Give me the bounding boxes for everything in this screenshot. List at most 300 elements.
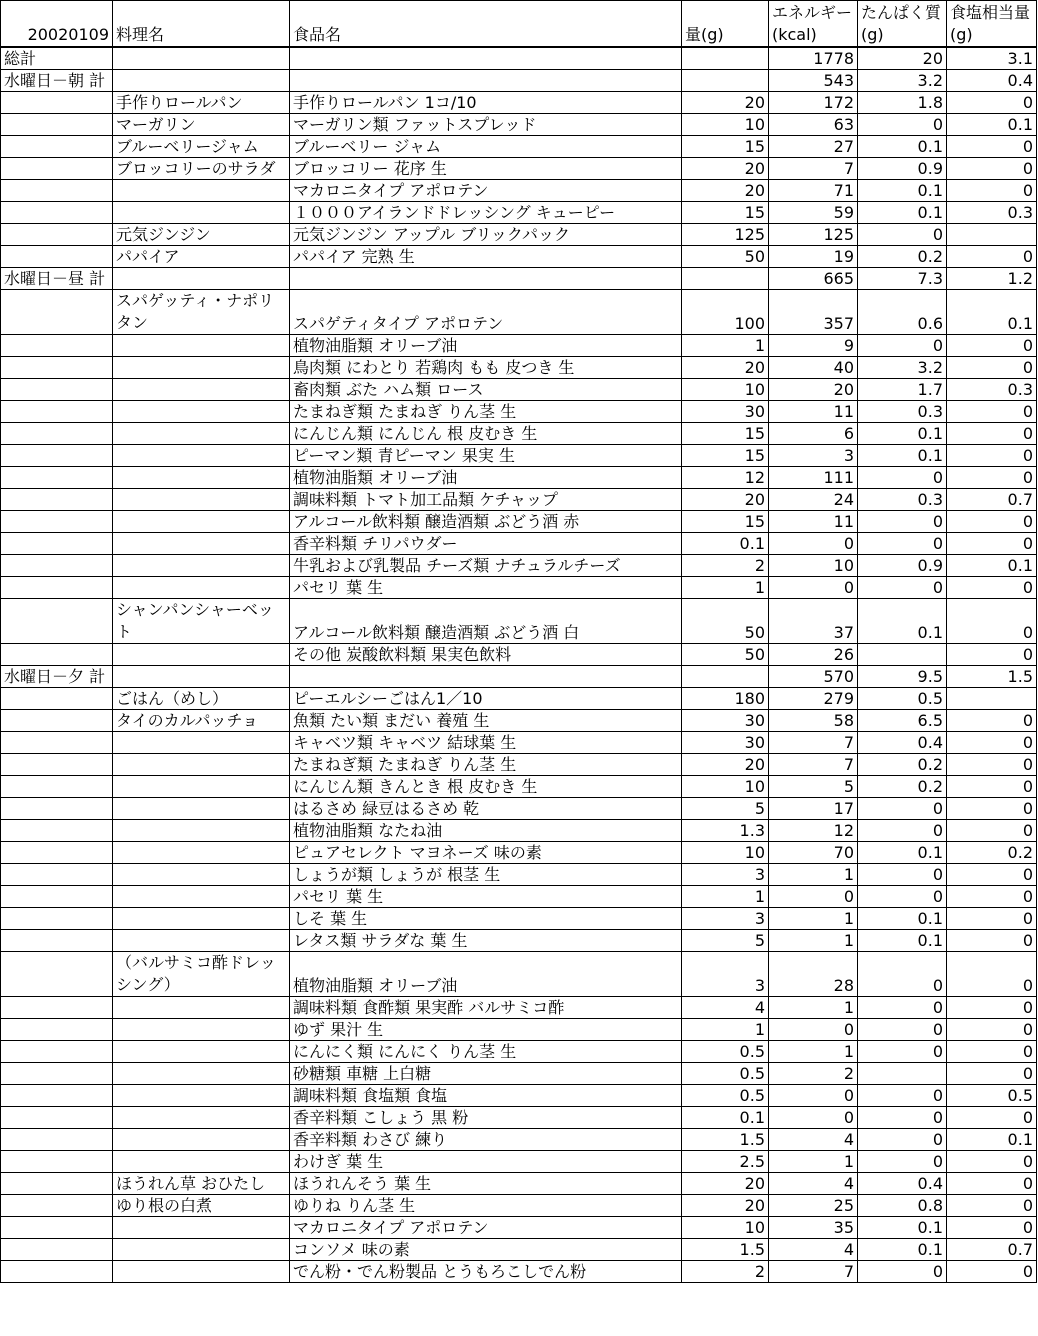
label-cell[interactable] (1, 511, 113, 533)
protein-cell[interactable]: 1.7 (858, 379, 947, 401)
dish-cell[interactable] (113, 533, 290, 555)
salt-cell[interactable]: 0.3 (947, 202, 1037, 224)
dish-cell[interactable]: ゆり根の白煮 (113, 1195, 290, 1217)
amount-cell[interactable]: 20 (682, 158, 769, 180)
dish-cell[interactable] (113, 202, 290, 224)
salt-cell[interactable]: 0 (947, 577, 1037, 599)
energy-cell[interactable]: 5 (769, 776, 858, 798)
label-cell[interactable] (1, 533, 113, 555)
protein-cell[interactable]: 0.1 (858, 842, 947, 864)
salt-cell[interactable]: 0.2 (947, 842, 1037, 864)
amount-cell[interactable]: 15 (682, 445, 769, 467)
label-cell[interactable] (1, 489, 113, 511)
label-cell[interactable] (1, 864, 113, 886)
amount-cell[interactable]: 0.1 (682, 1107, 769, 1129)
amount-cell[interactable]: 2 (682, 1261, 769, 1283)
dish-cell[interactable] (113, 776, 290, 798)
energy-cell[interactable]: 1 (769, 997, 858, 1019)
amount-cell[interactable]: 15 (682, 423, 769, 445)
amount-cell[interactable]: 1 (682, 577, 769, 599)
amount-cell[interactable]: 1 (682, 886, 769, 908)
food-cell[interactable]: 植物油脂類 オリーブ油 (290, 467, 682, 489)
protein-cell[interactable]: 6.5 (858, 710, 947, 732)
amount-cell[interactable]: 10 (682, 842, 769, 864)
amount-cell[interactable]: 2.5 (682, 1151, 769, 1173)
amount-cell[interactable]: 20 (682, 357, 769, 379)
label-cell[interactable] (1, 952, 113, 997)
energy-cell[interactable]: 20 (769, 379, 858, 401)
food-cell[interactable]: その他 炭酸飲料類 果実色飲料 (290, 644, 682, 666)
energy-cell[interactable]: 28 (769, 952, 858, 997)
salt-cell[interactable]: 0 (947, 357, 1037, 379)
energy-cell[interactable]: 0 (769, 1107, 858, 1129)
label-cell[interactable] (1, 908, 113, 930)
protein-cell[interactable]: 0.1 (858, 930, 947, 952)
amount-cell[interactable]: 4 (682, 997, 769, 1019)
dish-cell[interactable] (113, 886, 290, 908)
energy-cell[interactable]: 7 (769, 732, 858, 754)
amount-cell[interactable]: 20 (682, 1195, 769, 1217)
food-cell[interactable]: マーガリン類 ファットスプレッド (290, 114, 682, 136)
label-cell[interactable] (1, 930, 113, 952)
label-cell[interactable] (1, 1085, 113, 1107)
protein-cell[interactable]: 0 (858, 1261, 947, 1283)
protein-cell[interactable]: 0.2 (858, 754, 947, 776)
food-cell[interactable]: ブロッコリー 花序 生 (290, 158, 682, 180)
label-cell[interactable] (1, 1239, 113, 1261)
amount-cell[interactable]: 2 (682, 555, 769, 577)
dish-cell[interactable] (113, 401, 290, 423)
dish-cell[interactable] (113, 555, 290, 577)
label-cell[interactable] (1, 776, 113, 798)
dish-cell[interactable]: パパイア (113, 246, 290, 268)
food-cell[interactable]: 畜肉類 ぶた ハム類 ロース (290, 379, 682, 401)
salt-cell[interactable]: 0.7 (947, 1239, 1037, 1261)
energy-cell[interactable]: 11 (769, 511, 858, 533)
label-cell[interactable] (1, 644, 113, 666)
salt-cell[interactable]: 0 (947, 776, 1037, 798)
salt-cell[interactable]: 0 (947, 158, 1037, 180)
protein-cell[interactable]: 0.1 (858, 445, 947, 467)
food-cell[interactable]: 調味料類 トマト加工品類 ケチャップ (290, 489, 682, 511)
label-cell[interactable]: 水曜日－夕 計 (1, 666, 113, 688)
dish-cell[interactable] (113, 666, 290, 688)
food-cell[interactable]: 香辛料類 こしょう 黒 粉 (290, 1107, 682, 1129)
amount-cell[interactable]: 15 (682, 511, 769, 533)
header-energy-cell[interactable]: エネルギー(kcal) (769, 1, 858, 48)
food-cell[interactable]: はるさめ 緑豆はるさめ 乾 (290, 798, 682, 820)
amount-cell[interactable]: 0.5 (682, 1085, 769, 1107)
dish-cell[interactable]: スパゲッティ・ナポリタン (113, 290, 290, 335)
protein-cell[interactable]: 0.2 (858, 246, 947, 268)
protein-cell[interactable]: 0 (858, 533, 947, 555)
amount-cell[interactable]: 3 (682, 864, 769, 886)
food-cell[interactable]: 鳥肉類 にわとり 若鶏肉 もも 皮つき 生 (290, 357, 682, 379)
food-cell[interactable]: わけぎ 葉 生 (290, 1151, 682, 1173)
energy-cell[interactable]: 35 (769, 1217, 858, 1239)
dish-cell[interactable] (113, 268, 290, 290)
amount-cell[interactable]: 30 (682, 732, 769, 754)
food-cell[interactable]: 植物油脂類 なたね油 (290, 820, 682, 842)
salt-cell[interactable]: 0 (947, 952, 1037, 997)
energy-cell[interactable]: 1778 (769, 47, 858, 70)
food-cell[interactable]: スパゲティタイプ アポロテン (290, 290, 682, 335)
food-cell[interactable]: にんにく類 にんにく りん茎 生 (290, 1041, 682, 1063)
energy-cell[interactable]: 0 (769, 1085, 858, 1107)
protein-cell[interactable]: 3.2 (858, 70, 947, 92)
dish-cell[interactable] (113, 335, 290, 357)
protein-cell[interactable]: 0.1 (858, 423, 947, 445)
energy-cell[interactable]: 26 (769, 644, 858, 666)
label-cell[interactable] (1, 335, 113, 357)
protein-cell[interactable]: 0.1 (858, 1239, 947, 1261)
dish-cell[interactable] (113, 47, 290, 70)
dish-cell[interactable]: 元気ジンジン (113, 224, 290, 246)
amount-cell[interactable]: 0.5 (682, 1063, 769, 1085)
protein-cell[interactable]: 0 (858, 798, 947, 820)
salt-cell[interactable]: 0 (947, 732, 1037, 754)
energy-cell[interactable]: 37 (769, 599, 858, 644)
food-cell[interactable]: しょうが類 しょうが 根茎 生 (290, 864, 682, 886)
energy-cell[interactable]: 17 (769, 798, 858, 820)
label-cell[interactable]: 水曜日－昼 計 (1, 268, 113, 290)
energy-cell[interactable]: 279 (769, 688, 858, 710)
energy-cell[interactable]: 570 (769, 666, 858, 688)
protein-cell[interactable]: 0 (858, 820, 947, 842)
amount-cell[interactable] (682, 666, 769, 688)
amount-cell[interactable] (682, 268, 769, 290)
amount-cell[interactable]: 3 (682, 908, 769, 930)
salt-cell[interactable]: 0 (947, 1261, 1037, 1283)
amount-cell[interactable]: 180 (682, 688, 769, 710)
salt-cell[interactable]: 0 (947, 886, 1037, 908)
label-cell[interactable] (1, 290, 113, 335)
label-cell[interactable] (1, 710, 113, 732)
label-cell[interactable] (1, 379, 113, 401)
energy-cell[interactable]: 1 (769, 1151, 858, 1173)
label-cell[interactable] (1, 423, 113, 445)
amount-cell[interactable]: 125 (682, 224, 769, 246)
salt-cell[interactable]: 0 (947, 92, 1037, 114)
dish-cell[interactable] (113, 1041, 290, 1063)
protein-cell[interactable]: 0 (858, 864, 947, 886)
salt-cell[interactable]: 0 (947, 1063, 1037, 1085)
header-dish-cell[interactable]: 料理名 (113, 1, 290, 48)
label-cell[interactable] (1, 1195, 113, 1217)
dish-cell[interactable] (113, 1063, 290, 1085)
salt-cell[interactable]: 0 (947, 423, 1037, 445)
dish-cell[interactable]: ブルーベリージャム (113, 136, 290, 158)
salt-cell[interactable]: 0 (947, 1151, 1037, 1173)
energy-cell[interactable]: 59 (769, 202, 858, 224)
amount-cell[interactable]: 5 (682, 798, 769, 820)
food-cell[interactable]: アルコール飲料類 醸造酒類 ぶどう酒 白 (290, 599, 682, 644)
amount-cell[interactable]: 0.5 (682, 1041, 769, 1063)
energy-cell[interactable]: 0 (769, 1019, 858, 1041)
protein-cell[interactable]: 0 (858, 1041, 947, 1063)
dish-cell[interactable]: ブロッコリーのサラダ (113, 158, 290, 180)
dish-cell[interactable] (113, 70, 290, 92)
dish-cell[interactable] (113, 732, 290, 754)
label-cell[interactable] (1, 732, 113, 754)
amount-cell[interactable]: 1.5 (682, 1239, 769, 1261)
food-cell[interactable]: レタス類 サラダな 葉 生 (290, 930, 682, 952)
energy-cell[interactable]: 0 (769, 886, 858, 908)
salt-cell[interactable]: 0 (947, 467, 1037, 489)
salt-cell[interactable]: 0 (947, 1217, 1037, 1239)
energy-cell[interactable]: 19 (769, 246, 858, 268)
dish-cell[interactable] (113, 1151, 290, 1173)
protein-cell[interactable]: 20 (858, 47, 947, 70)
salt-cell[interactable] (947, 224, 1037, 246)
protein-cell[interactable]: 7.3 (858, 268, 947, 290)
salt-cell[interactable]: 0 (947, 401, 1037, 423)
label-cell[interactable] (1, 820, 113, 842)
food-cell[interactable]: パパイア 完熟 生 (290, 246, 682, 268)
label-cell[interactable] (1, 688, 113, 710)
protein-cell[interactable]: 0.4 (858, 732, 947, 754)
energy-cell[interactable]: 125 (769, 224, 858, 246)
salt-cell[interactable]: 0 (947, 754, 1037, 776)
dish-cell[interactable] (113, 1239, 290, 1261)
salt-cell[interactable]: 0 (947, 246, 1037, 268)
protein-cell[interactable]: 0.9 (858, 158, 947, 180)
label-cell[interactable] (1, 401, 113, 423)
energy-cell[interactable]: 357 (769, 290, 858, 335)
salt-cell[interactable] (947, 688, 1037, 710)
salt-cell[interactable]: 0 (947, 136, 1037, 158)
protein-cell[interactable] (858, 644, 947, 666)
food-cell[interactable]: でん粉・でん粉製品 とうもろこしでん粉 (290, 1261, 682, 1283)
energy-cell[interactable]: 70 (769, 842, 858, 864)
energy-cell[interactable]: 665 (769, 268, 858, 290)
protein-cell[interactable]: 0 (858, 1019, 947, 1041)
energy-cell[interactable]: 111 (769, 467, 858, 489)
dish-cell[interactable] (113, 1107, 290, 1129)
food-cell[interactable]: ピーエルシーごはん1／10 (290, 688, 682, 710)
salt-cell[interactable]: 1.2 (947, 268, 1037, 290)
header-food-cell[interactable]: 食品名 (290, 1, 682, 48)
amount-cell[interactable]: 5 (682, 930, 769, 952)
dish-cell[interactable]: （バルサミコ酢ドレッシング） (113, 952, 290, 997)
label-cell[interactable] (1, 445, 113, 467)
protein-cell[interactable]: 0 (858, 997, 947, 1019)
dish-cell[interactable] (113, 1085, 290, 1107)
energy-cell[interactable]: 6 (769, 423, 858, 445)
dish-cell[interactable]: タイのカルパッチョ (113, 710, 290, 732)
protein-cell[interactable]: 1.8 (858, 92, 947, 114)
dish-cell[interactable] (113, 842, 290, 864)
energy-cell[interactable]: 7 (769, 1261, 858, 1283)
dish-cell[interactable] (113, 930, 290, 952)
protein-cell[interactable]: 0.5 (858, 688, 947, 710)
food-cell[interactable] (290, 70, 682, 92)
salt-cell[interactable]: 0 (947, 644, 1037, 666)
amount-cell[interactable]: 1.3 (682, 820, 769, 842)
label-cell[interactable] (1, 1261, 113, 1283)
label-cell[interactable] (1, 1019, 113, 1041)
food-cell[interactable]: 調味料類 食塩類 食塩 (290, 1085, 682, 1107)
label-cell[interactable] (1, 798, 113, 820)
salt-cell[interactable]: 0.7 (947, 489, 1037, 511)
food-cell[interactable]: 牛乳および乳製品 チーズ類 ナチュラルチーズ (290, 555, 682, 577)
food-cell[interactable]: にんじん類 きんとき 根 皮むき 生 (290, 776, 682, 798)
food-cell[interactable]: 元気ジンジン アップル ブリックパック (290, 224, 682, 246)
protein-cell[interactable]: 0.6 (858, 290, 947, 335)
label-cell[interactable] (1, 1063, 113, 1085)
energy-cell[interactable]: 10 (769, 555, 858, 577)
food-cell[interactable]: ゆず 果汁 生 (290, 1019, 682, 1041)
amount-cell[interactable]: 10 (682, 379, 769, 401)
label-cell[interactable] (1, 1107, 113, 1129)
food-cell[interactable]: 手作りロールパン 1コ/10 (290, 92, 682, 114)
amount-cell[interactable]: 30 (682, 401, 769, 423)
salt-cell[interactable]: 0 (947, 820, 1037, 842)
label-cell[interactable] (1, 1041, 113, 1063)
salt-cell[interactable]: 0.1 (947, 1129, 1037, 1151)
food-cell[interactable]: パセリ 葉 生 (290, 577, 682, 599)
amount-cell[interactable]: 1.5 (682, 1129, 769, 1151)
amount-cell[interactable] (682, 47, 769, 70)
food-cell[interactable]: キャベツ類 キャベツ 結球葉 生 (290, 732, 682, 754)
protein-cell[interactable]: 9.5 (858, 666, 947, 688)
energy-cell[interactable]: 1 (769, 864, 858, 886)
label-cell[interactable] (1, 246, 113, 268)
food-cell[interactable]: マカロニタイプ アポロテン (290, 1217, 682, 1239)
energy-cell[interactable]: 1 (769, 908, 858, 930)
salt-cell[interactable]: 0 (947, 1107, 1037, 1129)
salt-cell[interactable]: 0.1 (947, 290, 1037, 335)
header-salt-cell[interactable]: 食塩相当量(g) (947, 1, 1037, 48)
salt-cell[interactable]: 0 (947, 1041, 1037, 1063)
salt-cell[interactable]: 0 (947, 533, 1037, 555)
label-cell[interactable] (1, 1151, 113, 1173)
protein-cell[interactable]: 0.1 (858, 908, 947, 930)
protein-cell[interactable]: 0 (858, 335, 947, 357)
salt-cell[interactable]: 0.4 (947, 70, 1037, 92)
energy-cell[interactable]: 40 (769, 357, 858, 379)
dish-cell[interactable] (113, 864, 290, 886)
food-cell[interactable]: アルコール飲料類 醸造酒類 ぶどう酒 赤 (290, 511, 682, 533)
protein-cell[interactable]: 0.3 (858, 401, 947, 423)
salt-cell[interactable]: 0.1 (947, 555, 1037, 577)
food-cell[interactable]: にんじん類 にんじん 根 皮むき 生 (290, 423, 682, 445)
amount-cell[interactable]: 20 (682, 754, 769, 776)
salt-cell[interactable]: 0 (947, 930, 1037, 952)
salt-cell[interactable]: 0 (947, 445, 1037, 467)
dish-cell[interactable] (113, 467, 290, 489)
salt-cell[interactable]: 3.1 (947, 47, 1037, 70)
dish-cell[interactable] (113, 820, 290, 842)
protein-cell[interactable]: 0 (858, 224, 947, 246)
protein-cell[interactable]: 0 (858, 1107, 947, 1129)
label-cell[interactable] (1, 180, 113, 202)
salt-cell[interactable]: 0 (947, 1195, 1037, 1217)
amount-cell[interactable]: 50 (682, 246, 769, 268)
protein-cell[interactable]: 0 (858, 114, 947, 136)
amount-cell[interactable]: 50 (682, 644, 769, 666)
energy-cell[interactable]: 25 (769, 1195, 858, 1217)
dish-cell[interactable] (113, 445, 290, 467)
dish-cell[interactable] (113, 511, 290, 533)
dish-cell[interactable] (113, 754, 290, 776)
label-cell[interactable]: 総計 (1, 47, 113, 70)
label-cell[interactable] (1, 599, 113, 644)
dish-cell[interactable] (113, 1129, 290, 1151)
energy-cell[interactable]: 12 (769, 820, 858, 842)
amount-cell[interactable]: 20 (682, 1173, 769, 1195)
protein-cell[interactable]: 0 (858, 1151, 947, 1173)
protein-cell[interactable]: 0.1 (858, 202, 947, 224)
food-cell[interactable]: 植物油脂類 オリーブ油 (290, 335, 682, 357)
food-cell[interactable]: ピーマン類 青ピーマン 果実 生 (290, 445, 682, 467)
energy-cell[interactable]: 0 (769, 577, 858, 599)
label-cell[interactable] (1, 202, 113, 224)
dish-cell[interactable] (113, 357, 290, 379)
label-cell[interactable] (1, 158, 113, 180)
dish-cell[interactable]: ごはん（めし） (113, 688, 290, 710)
salt-cell[interactable]: 0.3 (947, 379, 1037, 401)
dish-cell[interactable] (113, 1217, 290, 1239)
energy-cell[interactable]: 27 (769, 136, 858, 158)
salt-cell[interactable]: 0 (947, 180, 1037, 202)
label-cell[interactable] (1, 754, 113, 776)
food-cell[interactable] (290, 47, 682, 70)
protein-cell[interactable]: 0.1 (858, 136, 947, 158)
food-cell[interactable]: コンソメ 味の素 (290, 1239, 682, 1261)
dish-cell[interactable] (113, 423, 290, 445)
amount-cell[interactable] (682, 70, 769, 92)
protein-cell[interactable]: 3.2 (858, 357, 947, 379)
energy-cell[interactable]: 0 (769, 533, 858, 555)
protein-cell[interactable]: 0.2 (858, 776, 947, 798)
salt-cell[interactable]: 0.1 (947, 114, 1037, 136)
label-cell[interactable] (1, 1129, 113, 1151)
energy-cell[interactable]: 9 (769, 335, 858, 357)
energy-cell[interactable]: 24 (769, 489, 858, 511)
salt-cell[interactable]: 0 (947, 710, 1037, 732)
energy-cell[interactable]: 3 (769, 445, 858, 467)
protein-cell[interactable]: 0.1 (858, 599, 947, 644)
label-cell[interactable] (1, 467, 113, 489)
dish-cell[interactable]: ほうれん草 おひたし (113, 1173, 290, 1195)
amount-cell[interactable]: 30 (682, 710, 769, 732)
label-cell[interactable] (1, 114, 113, 136)
protein-cell[interactable]: 0.4 (858, 1173, 947, 1195)
food-cell[interactable]: 調味料類 食酢類 果実酢 バルサミコ酢 (290, 997, 682, 1019)
protein-cell[interactable]: 0 (858, 1129, 947, 1151)
energy-cell[interactable]: 4 (769, 1239, 858, 1261)
food-cell[interactable]: ピュアセレクト マヨネーズ 味の素 (290, 842, 682, 864)
energy-cell[interactable]: 2 (769, 1063, 858, 1085)
energy-cell[interactable]: 1 (769, 930, 858, 952)
label-cell[interactable] (1, 577, 113, 599)
label-cell[interactable] (1, 997, 113, 1019)
dish-cell[interactable] (113, 180, 290, 202)
energy-cell[interactable]: 172 (769, 92, 858, 114)
food-cell[interactable]: 植物油脂類 オリーブ油 (290, 952, 682, 997)
food-cell[interactable] (290, 268, 682, 290)
dish-cell[interactable] (113, 1019, 290, 1041)
amount-cell[interactable]: 100 (682, 290, 769, 335)
protein-cell[interactable]: 0.3 (858, 489, 947, 511)
amount-cell[interactable]: 10 (682, 114, 769, 136)
dish-cell[interactable]: 手作りロールパン (113, 92, 290, 114)
energy-cell[interactable]: 7 (769, 754, 858, 776)
amount-cell[interactable]: 12 (682, 467, 769, 489)
salt-cell[interactable]: 0 (947, 599, 1037, 644)
amount-cell[interactable]: 10 (682, 776, 769, 798)
